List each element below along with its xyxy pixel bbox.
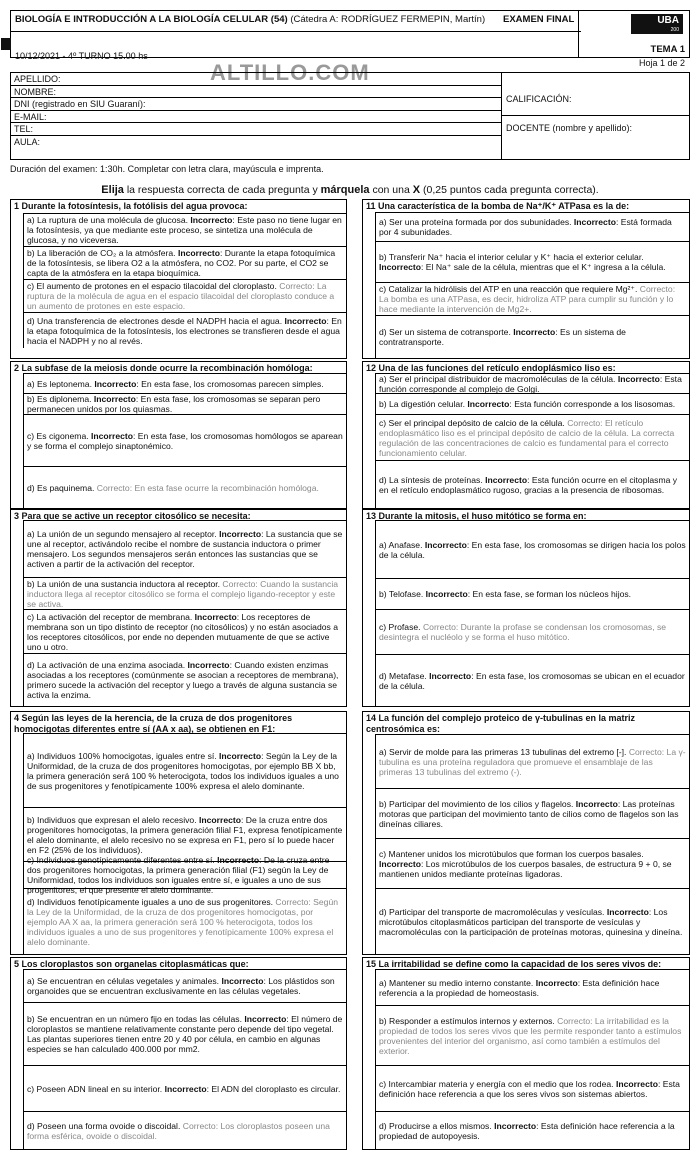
answer-option[interactable] (23, 577, 346, 609)
option-content (27, 751, 343, 791)
option-content (27, 976, 343, 996)
option-text: b) Telofase. (379, 589, 426, 599)
option-text: d) Individuos fenotípicamente iguales a uno de sus progenitores. (27, 896, 276, 907)
option-text: b) La unión de una sustancia inductora al receptor. (27, 578, 223, 589)
option-text: a) Se encuentran en células vegetales y animales. (27, 976, 222, 986)
option-explanation: : Esta definición hace referencia a la propiedad de autopoyesis. (379, 1120, 675, 1141)
answer-option[interactable] (375, 734, 689, 788)
option-status: Correcto (96, 482, 130, 493)
option-text: a) Individuos 100% homocigotas, iguales entre sí. (27, 750, 220, 761)
option-text: d) Una transferencia de electrones desde el NADPH hacia el agua. (27, 315, 285, 326)
answer-option[interactable] (23, 969, 346, 1002)
option-explanation: : Los microtúbulos citoplasmáticos participan del transporte de vesículas y macromoléculas con la participación de proteínas motoras, quinesina y dineína. (379, 906, 683, 937)
exam-type: EXAMEN FINAL (503, 14, 575, 25)
question-3-box (10, 509, 347, 707)
option-explanation: : El número de cloroplastos se mantiene relativamente constante pero depende del tipo vegetal. Las plantas superiores tienen entre 20 y 40 por célula, en cambio en algunas especies se han calculado 400.000 por mm2. (27, 1014, 343, 1054)
calificacion-divider (501, 115, 689, 116)
answer-option[interactable] (23, 246, 346, 279)
option-status: Correcto (275, 896, 309, 907)
instructions (0, 184, 700, 197)
instr-word-x: X (412, 184, 421, 196)
answer-option[interactable] (375, 838, 689, 888)
answer-option[interactable] (375, 654, 689, 706)
option-explanation: : La irritabilidad es la propiedad de todos los seres vivos que les permite responder tanto a estímulos provenientes del interior del organismo, así como también a estímulos del exterior. (379, 1015, 682, 1056)
option-content (27, 529, 343, 569)
option-explanation: : En esta fase, los cromosomas se separan pero permanecen unidos por los quiasmas. (27, 394, 321, 414)
field-tel[interactable]: TEL: (11, 123, 501, 136)
instr-word-elija: Elija (101, 184, 124, 196)
option-status: Correcto (222, 578, 256, 589)
course-line (15, 14, 485, 25)
question-title: 15 La irritabilidad se define como la capacidad de los seres vivos de: (366, 959, 662, 969)
option-content (379, 475, 686, 495)
option-explanation: : En esta fase, los cromosomas parecen simples. (136, 378, 324, 389)
chair-name: (Cátedra A: RODRÍGUEZ FERMEPIN, Martín) (290, 14, 486, 25)
option-explanation: : Es un sistema de contratransporte. (379, 327, 626, 347)
option-text: b) Es diplonema. (27, 394, 94, 404)
option-explanation: : Esta definición hace referencia a que los seres vivos son sistemas abiertos. (379, 1078, 680, 1099)
uba-logo (631, 14, 683, 34)
option-text: b) Transferir Na⁺ hacia el interior celular y K⁺ hacia el exterior celular. (379, 252, 644, 262)
answer-option[interactable] (23, 213, 346, 246)
student-info-form (10, 72, 690, 160)
option-text: c) La activación del receptor de membrana. (27, 611, 195, 622)
option-content (27, 215, 343, 245)
option-explanation: : Cuando existen enzimas asociadas a los receptores (comúnmente se asocian a receptores de membrana), primero sucede la activación del receptor y luego a través de alguna sustancia se activa la enzima. (27, 660, 339, 700)
option-explanation: : El retículo endoplasmático liso es el principal depósito de calcio de la célula. La correcta regulación de las concentraciones de calcio es fundamental para el correcto funcionamiento celular. (379, 417, 675, 458)
option-explanation: : Los receptores de membrana son un tipo distinto de receptor (no citosólicos) y no están asociados a los receptores citosólicos, por ende no dependen mutuamente de que se active uno u otro. (27, 611, 338, 652)
question-1-box (10, 199, 347, 359)
answer-option[interactable] (375, 520, 689, 578)
option-status: Incorrecto (606, 906, 649, 917)
option-text: c) Ser el principal depósito de calcio de la célula. (379, 417, 568, 428)
option-content (379, 1121, 686, 1141)
logo-subtext: 200 (670, 27, 679, 33)
question-10-box (362, 957, 690, 1150)
exam-date: 10/12/2021 - 4º TURNO 15.00 hs (15, 51, 148, 61)
answer-option[interactable] (375, 609, 689, 654)
option-status: Incorrecto (424, 539, 467, 550)
answer-option[interactable] (23, 653, 346, 706)
answer-option[interactable] (375, 393, 689, 414)
option-status: Correcto (557, 1015, 591, 1026)
header-left (11, 11, 581, 61)
answer-option[interactable] (375, 241, 689, 282)
option-status: Incorrecto (494, 1120, 537, 1131)
field-email[interactable]: E-MAIL: (11, 111, 501, 124)
option-explanation: : De la cruza entre dos progenitores homocigotas, la primera generación filial F1, expresa fenotípicamente el alelo dominante, el alelo recesivo no se expresa en F1, pero sí lo puede hacer en F2 (25% de los individuos). (27, 814, 343, 855)
field-dni[interactable]: DNI (registrado en SIU Guaraní): (11, 98, 501, 111)
question-6-box (362, 199, 690, 359)
registration-mark (1, 38, 11, 50)
option-text: c) Es cigonema. (27, 430, 91, 441)
field-aula[interactable]: AULA: (14, 136, 41, 147)
option-content (27, 316, 343, 346)
option-status: Incorrecto (93, 394, 136, 404)
course-title: BIOLOGÍA E INTRODUCCIÓN A LA BIOLOGÍA CELULAR (54) (15, 14, 288, 25)
option-status: Incorrecto (379, 262, 422, 272)
option-explanation: : En esta fase ocurre la recombinación homóloga. (129, 482, 319, 493)
question-5-box (10, 957, 347, 1150)
option-text: c) Poseen ADN lineal en su interior. (27, 1083, 165, 1094)
docente-label: DOCENTE (nombre y apellido): (506, 123, 633, 133)
option-status: Incorrecto (467, 399, 510, 409)
answer-option[interactable] (375, 969, 689, 1005)
option-explanation: : En esta fase, los cromosomas homólogos se aparean y se forma el complejo sinaptonémico. (27, 430, 343, 451)
option-explanation: : Cuando la sustancia inductora llega al receptor citosólico se forma el complejo ligando-receptor y este se activa. (27, 578, 339, 609)
option-status: Correcto (639, 284, 673, 294)
option-text: c) Profase. (379, 622, 423, 632)
header-right (578, 11, 689, 68)
instr-word-marquela: márquela (320, 184, 370, 196)
answer-option[interactable] (23, 1111, 346, 1149)
option-explanation: : La sustancia que se une al receptor, activándolo recibe el nombre de sustancia inductora o primer mensajero. Los segundos mensajeros serán entonces las sustancias que se activen a partir de la activación del receptor. (27, 529, 343, 569)
option-text: c) El aumento de protones en el espacio tilacoidal del cloroplasto. (27, 281, 280, 291)
option-content (27, 1121, 343, 1141)
option-text: b) Participar del movimiento de los cilios y flagelos. (379, 798, 576, 809)
option-content (27, 897, 343, 947)
option-text: d) Participar del transporte de macromoléculas y vesículas. (379, 906, 607, 917)
option-content (379, 622, 686, 642)
answer-option[interactable] (375, 212, 689, 241)
option-status: Incorrecto (194, 611, 237, 622)
option-content (379, 849, 686, 879)
instr-text-2: con una (369, 184, 413, 196)
option-explanation: : Los microtúbulos de los cuerpos basales, de estructura 9 + 0, se mantienen unidos mediante proteínas ligadoras. (379, 858, 672, 879)
option-status: Correcto (279, 281, 313, 291)
option-status: Incorrecto (615, 1078, 658, 1089)
option-content (379, 589, 686, 599)
option-content (379, 418, 686, 458)
option-content (27, 1014, 343, 1054)
option-text: b) Se encuentran en un número fijo en todas las células. (27, 1014, 245, 1024)
question-title: 11 Una característica de la bomba de Na⁺/K⁺ ATPasa es la de: (366, 201, 630, 211)
option-status: Incorrecto (425, 589, 468, 599)
option-text: d) Metafase. (379, 670, 430, 681)
answer-option[interactable] (23, 1065, 346, 1111)
option-content (379, 1079, 686, 1099)
answer-option[interactable] (23, 520, 346, 577)
option-content (27, 394, 343, 414)
option-text: c) Catalizar la hidrólisis del ATP en una reacción que requiere Mg²⁺. (379, 284, 640, 294)
tema-label: TEMA 1 (650, 44, 685, 55)
header-divider (11, 31, 581, 32)
option-content (379, 540, 686, 560)
option-status: Incorrecto (219, 750, 262, 761)
answer-option[interactable] (23, 609, 346, 653)
option-content (379, 978, 686, 998)
option-explanation: : Este paso no tiene lugar en la fotosíntesis, ya que mediante este proceso, se sintetiza una molécula de glucosa, y no viceversa. (27, 215, 342, 245)
calificacion-label: CALIFICACIÓN: (506, 94, 572, 104)
option-explanation: : En la etapa fotoquímica de la fotosíntesis, los electrones se transfieren desde el agua hacia el NADPH y no al revés. (27, 315, 342, 346)
question-9-box (362, 711, 690, 955)
option-content (379, 799, 686, 829)
option-text: a) Mantener su medio interno constante. (379, 977, 536, 988)
option-explanation: : El ADN del cloroplasto es circular. (206, 1083, 341, 1094)
answer-option[interactable] (375, 282, 689, 315)
option-status: Incorrecto (177, 248, 220, 258)
question-title: 4 Según las leyes de la herencia, de la cruza de dos progenitores homocigotas diferentes entre sí (AA x aa), se obtienen en F1: (14, 713, 293, 734)
page-indicator: Hoja 1 de 2 (638, 58, 685, 68)
option-text: a) Anafase. (379, 539, 425, 550)
option-status: Incorrecto (91, 430, 134, 441)
option-explanation: : Los cloroplastos poseen una forma esférica, ovoide o discoidal. (27, 1120, 330, 1141)
option-status: Correcto (182, 1120, 216, 1131)
answer-option[interactable] (23, 373, 346, 393)
option-text: d) Es paquinema. (27, 482, 97, 493)
option-text: a) La unión de un segundo mensajero al receptor. (27, 529, 220, 539)
option-status: Incorrecto (485, 474, 528, 485)
answer-option[interactable] (23, 466, 346, 508)
option-explanation: : En esta fase, los cromosomas se ubican en el ecuador de la célula. (379, 670, 685, 691)
option-status: Incorrecto (198, 814, 242, 825)
option-text: d) Producirse a ellos mismos. (379, 1120, 495, 1131)
option-text: c) Individuos genotípicamente diferentes entre sí. (27, 855, 218, 865)
option-explanation: : De la cruza entre dos progenitores homocigotas, la primera generación filial (F1) según la Ley de Uniformidad, todos los individuos son iguales entre sí, e iguales a uno de sus progenitores, el que presente el alelo dominante. (27, 855, 330, 895)
option-explanation: : Durante la profase se condensan los cromosomas, se desintegra el nucléolo y se forma el huso mitótico. (379, 622, 667, 642)
option-content (379, 747, 686, 777)
option-status: Incorrecto (573, 217, 616, 227)
watermark: ALTILLO.COM (210, 60, 370, 85)
option-status: Incorrecto (217, 855, 260, 865)
duration-note: Duración del examen: 1:30h. Completar con letra clara, mayúscula e imprenta. (10, 164, 324, 174)
option-explanation: : Esta definición hace referencia a la propiedad de homeostasis. (379, 977, 660, 998)
option-content (379, 284, 686, 314)
question-7-box (362, 361, 690, 509)
option-explanation: : En esta fase, se forman los núcleos hijos. (467, 589, 632, 599)
option-text: b) La digestión celular. (379, 399, 468, 409)
option-explanation: : La bomba es una ATPasa, es decir, hidroliza ATP para cumplir su función y lo hace mediante la intervención de Mg2+. (379, 284, 676, 314)
option-status: Incorrecto (617, 373, 660, 384)
logo-text: UBA (657, 15, 679, 26)
option-status: Incorrecto (575, 798, 618, 809)
option-status: Incorrecto (187, 660, 230, 670)
option-content (27, 483, 343, 493)
question-2-box (10, 361, 347, 509)
answer-option[interactable] (375, 414, 689, 460)
option-explanation: : Las proteínas motoras que participan del movimiento tanto de cilios como de flagelos son las dineínas ciliares. (379, 798, 679, 829)
answer-option[interactable] (23, 279, 346, 312)
field-nombre[interactable]: NOMBRE: (11, 86, 501, 99)
option-text: b) La liberación de CO₂ a la atmósfera. (27, 248, 178, 258)
option-text: c) Intercambiar materia y energía con el medio que los rodea. (379, 1078, 616, 1089)
field-apellido[interactable]: APELLIDO: (11, 73, 501, 86)
option-text: c) Mantener unidos los microtúbulos que forman los cuerpos basales. (379, 848, 644, 859)
option-content (379, 217, 686, 237)
answer-option[interactable] (23, 1002, 346, 1065)
option-text: b) Responder a estímulos internos y externos. (379, 1015, 558, 1026)
option-explanation: : Esta función corresponde al complejo de Golgi. (379, 373, 682, 394)
option-text: a) Ser una proteína formada por dos subunidades. (379, 217, 574, 227)
option-status: Incorrecto (190, 215, 233, 225)
option-content (27, 660, 343, 700)
answer-option[interactable] (23, 807, 346, 861)
answer-option[interactable] (23, 312, 346, 348)
answer-option[interactable] (375, 578, 689, 609)
question-title: 2 La subfase de la meiosis donde ocurre la recombinación homóloga: (14, 363, 313, 373)
question-4-box (10, 711, 347, 955)
option-content (379, 907, 686, 937)
option-text: d) La síntesis de proteínas. (379, 474, 486, 485)
option-content (27, 815, 343, 855)
option-status: Correcto (628, 746, 662, 757)
option-status: Correcto (567, 417, 601, 428)
option-content (379, 327, 686, 347)
option-explanation: : Durante la etapa fotoquímica de la fotosíntesis, se libera O2 a la atmósfera, no CO2. Por su parte, el CO2 se capta de la atmósfera en la etapa bioquímica. (27, 248, 336, 278)
option-explanation: : Los plástidos son organoides que se encuentran exclusivamente en las células vegetales. (27, 976, 335, 996)
option-content (379, 671, 686, 691)
option-text: d) La activación de una enzima asociada. (27, 660, 188, 670)
answer-option[interactable] (375, 888, 689, 954)
answer-option[interactable] (23, 888, 346, 954)
option-status: Incorrecto (379, 858, 422, 869)
option-explanation: : Según la Ley de la Uniformidad, de la cruza de dos progenitores homocigotas, por ejemplo BB X bb, la primera generación será 100 % heterocigota, todos los individuos iguales a uno de sus progenitores y fenotípicamente 100% expresa el alelo dominante. (27, 750, 339, 791)
question-title: 14 La función del complejo proteico de γ-tubulinas en la matriz centrosómica es: (366, 713, 636, 734)
answer-option[interactable] (23, 855, 346, 895)
option-explanation: : Esta función corresponde a los lisosomas. (509, 399, 676, 409)
student-fields (11, 73, 502, 159)
option-content (379, 1016, 686, 1056)
question-title: 5 Los cloroplastos son organelas citoplasmáticas que: (14, 959, 249, 969)
instr-text-3: (0,25 puntos cada pregunta correcta). (420, 184, 599, 196)
option-text: d) Poseen una forma ovoide o discoidal. (27, 1120, 183, 1131)
option-text: a) Servir de molde para las primeras 13 tubulinas del extremo [-]. (379, 746, 629, 757)
option-explanation: : El Na⁺ sale de la célula, mientras que el K⁺ ingresa a la célula. (421, 262, 666, 272)
question-title: 1 Durante la fotosíntesis, la fotólisis del agua provoca: (14, 201, 248, 211)
option-explanation: : Esta función ocurre en el citoplasma y en el retículo endoplasmático rugoso, gracias a la presencia de ribosomas. (379, 474, 678, 495)
option-text: a) Es leptonema. (27, 378, 95, 389)
answer-option[interactable] (375, 373, 689, 393)
option-explanation: : Está formada por 4 subunidades. (379, 217, 672, 237)
option-content (379, 399, 686, 409)
option-content (27, 281, 343, 311)
answer-option[interactable] (375, 1005, 689, 1065)
option-explanation: : La γ-tubulina es una proteína reguladora que promueve el ensamblaje de las primeras 13 tubulinas del extremo (-). (379, 746, 686, 777)
answer-option[interactable] (23, 393, 346, 414)
question-8-box (362, 509, 690, 707)
option-status: Incorrecto (429, 670, 472, 681)
option-status: Incorrecto (219, 529, 262, 539)
question-title: 3 Para que se active un receptor citosólico se necesita: (14, 511, 251, 521)
option-status: Incorrecto (164, 1083, 207, 1094)
option-content (27, 431, 343, 451)
option-explanation: : Según la Ley de la Uniformidad, de la cruza de dos progenitores homocigotas, por ejemplo AA X aa, la primera generación será 100 % heterocigota, todos los individuos iguales a uno de sus progenitores y fenotípicamente 100% expresa el alelo dominante. (27, 896, 338, 947)
exam-header (10, 10, 690, 68)
option-text: b) Individuos que expresan el alelo recesivo. (27, 814, 199, 825)
option-content (27, 248, 343, 278)
answer-option[interactable] (375, 1111, 689, 1149)
question-title: 13 Durante la mitosis, el huso mitótico se forma en: (366, 511, 587, 521)
option-content (27, 1084, 343, 1094)
option-text: d) Ser un sistema de cotransporte. (379, 327, 514, 337)
option-status: Incorrecto (94, 378, 137, 389)
answer-option[interactable] (375, 460, 689, 508)
answer-option[interactable] (23, 733, 346, 807)
question-title: 12 Una de las funciones del retículo endoplásmico liso es: (366, 363, 616, 373)
option-content (379, 374, 686, 394)
instr-text-1: la respuesta correcta de cada pregunta y (123, 184, 321, 196)
option-status: Incorrecto (244, 1014, 287, 1024)
option-content (27, 379, 343, 389)
answer-option[interactable] (375, 1065, 689, 1111)
option-content (27, 579, 343, 609)
option-content (27, 612, 343, 652)
option-status: Correcto (422, 622, 456, 632)
option-content (379, 252, 686, 272)
option-status: Incorrecto (284, 315, 327, 326)
answer-option[interactable] (375, 788, 689, 838)
option-explanation: : En esta fase, los cromosomas se dirigen hacia los polos de la célula. (379, 539, 686, 560)
option-status: Incorrecto (221, 976, 264, 986)
answer-option[interactable] (375, 315, 689, 358)
answer-option[interactable] (23, 414, 346, 466)
option-text: a) Ser el principal distribuidor de macromoléculas de la célula. (379, 373, 618, 384)
option-status: Incorrecto (513, 327, 556, 337)
option-explanation: : La ruptura de la molécula de agua en el espacio tilacoidal del cloroplasto conduce a un aumento de protones en este espacio. (27, 281, 335, 311)
option-text: a) La ruptura de una molécula de glucosa. (27, 215, 191, 225)
option-status: Incorrecto (535, 977, 578, 988)
